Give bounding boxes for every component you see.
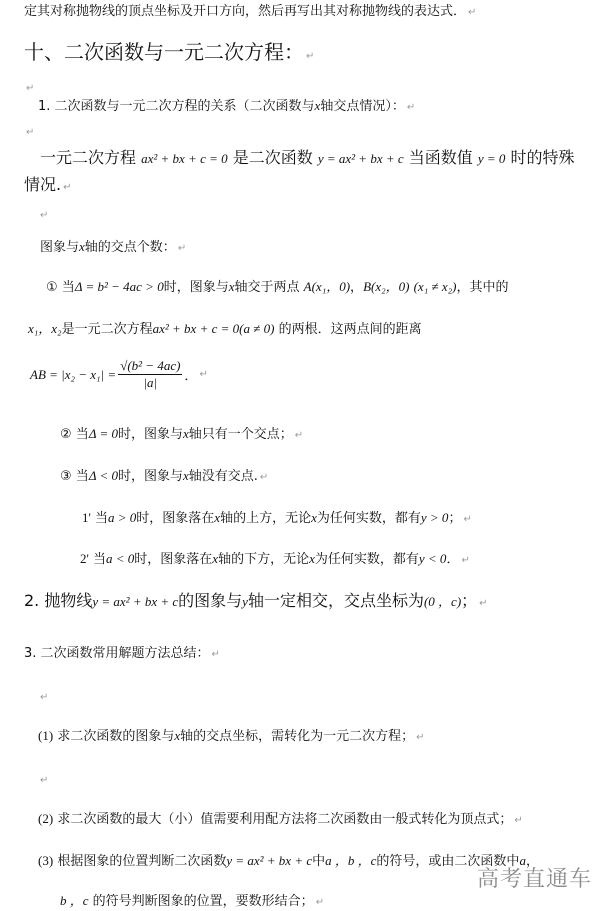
var-x: x (183, 426, 189, 441)
empty-paragraph (38, 768, 48, 787)
empty-paragraph (38, 685, 48, 704)
item3-heading (24, 642, 220, 661)
paragraph-mark: ↵ (461, 555, 470, 566)
sub2-line (80, 548, 470, 567)
text: 轴的交点坐标，需转化为一元二次方程； (180, 729, 415, 744)
paragraph-mark: ↵ (406, 102, 416, 113)
equation: (x₁ ≠ x₂) (413, 279, 457, 294)
item3-point-2 (38, 808, 523, 827)
text: 时，图象落在 (134, 552, 213, 567)
sub1-line (82, 507, 472, 526)
text: 轴的上方，无论 (220, 511, 312, 526)
text: 当 (92, 552, 106, 567)
sub-marker-1: 1' (82, 510, 91, 525)
case1-line-1 (46, 276, 508, 295)
text: 时，图象落在 (136, 511, 215, 526)
text: ， (525, 854, 539, 869)
text: 一元二次方程 (40, 148, 137, 167)
paragraph-mark: ↵ (40, 775, 49, 786)
var-y: y (242, 594, 248, 609)
section-title (24, 36, 314, 65)
fraction (118, 358, 182, 391)
text: ； (461, 591, 478, 610)
text: 时，图象与 (117, 427, 183, 442)
var-x: x (309, 551, 315, 566)
paragraph-mark: ↵ (177, 243, 187, 254)
paragraph-mark: ↵ (26, 83, 35, 94)
point-a: A(x₁，0) (303, 279, 351, 294)
paragraph-mark: ↵ (479, 598, 488, 609)
paragraph-mark: ↵ (294, 430, 304, 441)
relation-line-1 (40, 145, 575, 168)
text: 当函数值 (408, 148, 473, 167)
paragraph-mark: ↵ (63, 182, 72, 193)
equation: a < 0 (106, 551, 135, 566)
point-marker: (3) (38, 853, 54, 868)
paragraph-mark: ↵ (468, 7, 477, 18)
text: 是二次函数 (232, 148, 313, 167)
fraction-numerator: √(b² − 4ac) (120, 358, 181, 373)
distance-lhs: AB = |x₂ − x₁| = (30, 366, 117, 382)
text: 轴一定相交，交点坐标为 (247, 591, 424, 610)
paragraph-mark: ↵ (463, 514, 472, 525)
equation: ax² + bx + c = 0 (141, 151, 228, 166)
var-x: x (174, 728, 181, 743)
text: ，其中的 (456, 280, 509, 295)
var-x: x (79, 239, 85, 254)
point-marker: (2) (38, 811, 54, 826)
text: 时，图象与 (163, 280, 229, 295)
text: ． (184, 369, 198, 384)
item2-line (24, 588, 488, 611)
section-title-text: 十、二次函数与一元二次方程： (24, 40, 304, 64)
empty-paragraph (24, 120, 34, 139)
var-x: x (311, 510, 317, 525)
text: 轴只有一个交点； (188, 427, 293, 442)
intersections-heading (40, 236, 186, 255)
equation: a > 0 (108, 510, 137, 525)
paragraph-mark: ↵ (199, 369, 208, 380)
paragraph-mark: ↵ (315, 897, 325, 908)
text: 的图象与 (178, 591, 243, 610)
roots: x₁，x₂ (28, 321, 62, 336)
text: 轴交于两点 (234, 280, 300, 295)
point-marker: (1) (38, 728, 54, 743)
text: 图象与 (40, 240, 80, 255)
text: 求二次函数的最大（小）值需要利用配方法将二次函数由一般式转化为顶点式； (57, 812, 513, 827)
intro-text: 定其对称抛物线的顶点坐标及开口方向，然后再写出其对称抛物线的表达式． (24, 4, 467, 19)
text: 的符号判断图象的位置，要数形结合； (92, 894, 314, 909)
text: 时的特殊 (510, 148, 575, 167)
circled-number-2: ② (60, 427, 72, 442)
paragraph-mark: ↵ (26, 127, 35, 138)
coordinate: (0 ，c) (423, 594, 462, 609)
case2-line (60, 423, 303, 442)
empty-paragraph (24, 76, 34, 95)
circled-number-1: ① (46, 280, 58, 295)
sub-marker-2: 2' (80, 551, 89, 566)
text: ， (350, 280, 364, 295)
paragraph-mark: ↵ (306, 51, 315, 62)
circled-number-3: ③ (60, 469, 72, 484)
paragraph-mark: ↵ (40, 210, 49, 221)
paragraph-mark: ↵ (40, 692, 49, 703)
item1-heading (38, 95, 415, 114)
text: 的两根．这两点间的距离 (278, 322, 422, 337)
text: 轴的交点个数： (84, 240, 176, 255)
paragraph-mark: ↵ (514, 815, 523, 826)
equation: y = ax² + bx + c (226, 853, 313, 868)
var-x: x (214, 510, 221, 525)
var-x: x (212, 551, 219, 566)
equation: y = ax² + bx + c (317, 151, 404, 166)
paragraph-mark: ↵ (211, 649, 220, 660)
text: 时，图象与 (117, 469, 183, 484)
text: 的符号，或由二次函数中 (376, 854, 520, 869)
text: 轴没有交点. (188, 469, 258, 484)
text: 为任何实数，都有 (314, 552, 419, 567)
item3-point-1 (38, 725, 425, 744)
watermark: 高考直通车 (477, 867, 593, 892)
equation: y < 0 (418, 551, 447, 566)
equation: y = 0 (477, 151, 506, 166)
item1-label-tail: 轴交点情况）： (320, 99, 405, 114)
equation: y > 0 (420, 510, 449, 525)
distance-formula (30, 358, 208, 391)
intro-line (24, 0, 476, 19)
var-a: a (519, 853, 526, 868)
text: 情况. (24, 175, 62, 194)
paragraph-mark: ↵ (259, 472, 269, 483)
text: 当 (75, 427, 89, 442)
text: 轴的下方，无论 (218, 552, 310, 567)
case3-line (60, 465, 268, 484)
text: 是一元二次方程 (61, 322, 153, 337)
paragraph-mark: ↵ (416, 732, 425, 743)
coefficients: a ，b ，c (325, 853, 377, 868)
text: ； (448, 511, 462, 526)
item1-label: 1. 二次函数与一元二次方程的关系（二次函数与 (38, 99, 315, 114)
var-x: x (183, 468, 189, 483)
point-b: B(x₂，0) (363, 279, 410, 294)
equation: y = ax² + bx + c (92, 594, 179, 609)
equation: Δ = 0 (88, 426, 118, 441)
equation: Δ < 0 (88, 468, 118, 483)
equation: Δ = b² − 4ac > 0 (74, 279, 164, 294)
text: 根据图象的位置判断二次函数 (57, 854, 227, 869)
item3-point-3-line-2 (60, 890, 324, 909)
var-x: x (228, 279, 235, 294)
item3-title: 3. 二次函数常用解题方法总结： (24, 646, 210, 661)
text: 2. 抛物线 (24, 591, 93, 610)
fraction-denominator: |a| (143, 375, 158, 390)
var-x: x (314, 98, 321, 113)
text: ． (446, 552, 460, 567)
relation-line-2 (24, 172, 71, 195)
coefficients: b ，c (60, 893, 89, 908)
text: 中 (312, 854, 326, 869)
case1-line-2 (28, 318, 422, 337)
text: 求二次函数的图象与 (57, 729, 175, 744)
text: 当 (61, 280, 75, 295)
text: 当 (94, 511, 108, 526)
text: 为任何实数，都有 (316, 511, 421, 526)
item3-point-3-line-1 (38, 850, 539, 869)
equation: ax² + bx + c = 0(a ≠ 0) (152, 321, 275, 336)
text: 当 (75, 469, 89, 484)
empty-paragraph (38, 203, 48, 222)
